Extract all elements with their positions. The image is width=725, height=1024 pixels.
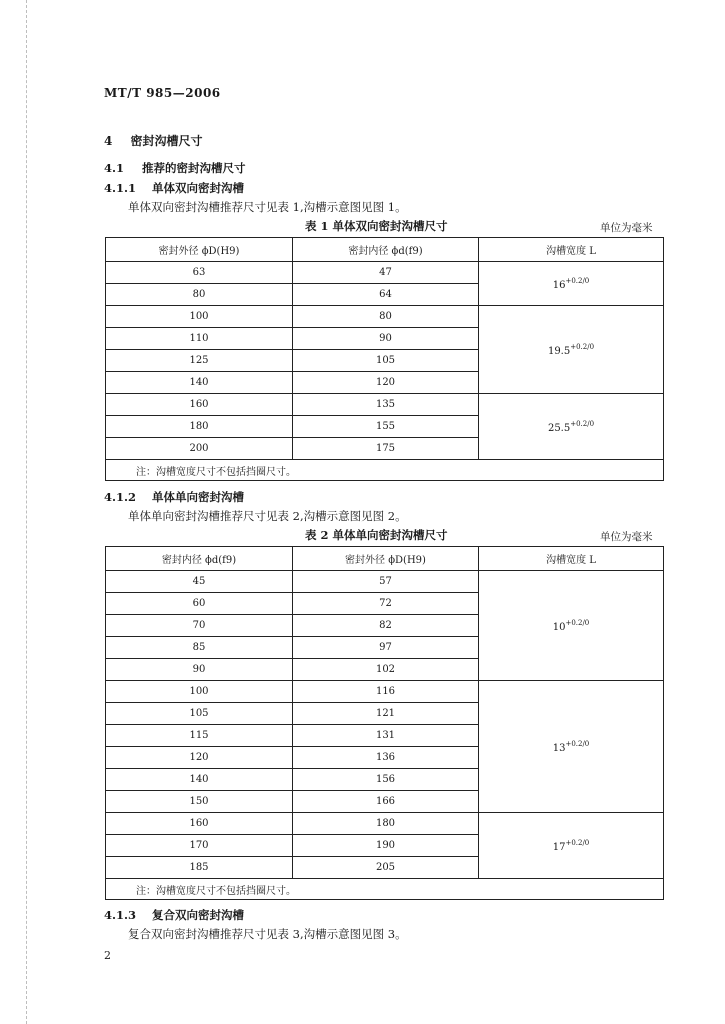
table-cell: 47	[293, 262, 479, 284]
table-row	[106, 306, 664, 328]
table-cell: 60	[106, 593, 293, 615]
width-value: 13	[552, 742, 566, 754]
table-cell: 100	[106, 681, 293, 703]
table-cell: 136	[293, 747, 479, 769]
table-cell: 57	[293, 571, 479, 593]
table-cell: 90	[293, 328, 479, 350]
table-cell: 135	[293, 394, 479, 416]
table-row	[106, 813, 664, 835]
table-cell: 45	[106, 571, 293, 593]
section-number: 4	[104, 134, 113, 148]
table-1-caption: 表 1 单体双向密封沟槽尺寸	[305, 219, 448, 233]
table-cell: 166	[293, 791, 479, 813]
section-4-1-2-paragraph: 单体单向密封沟槽推荐尺寸见表 2,沟槽示意图见图 2。	[128, 509, 407, 523]
table-cell: 140	[106, 769, 293, 791]
section-title: 单体双向密封沟槽	[152, 181, 245, 195]
section-4-1-1-paragraph: 单体双向密封沟槽推荐尺寸见表 1,沟槽示意图见图 1。	[128, 200, 407, 214]
section-number: 4.1.2	[104, 490, 137, 504]
section-title: 复合双向密封沟槽	[152, 908, 245, 922]
table-note-row	[106, 879, 664, 900]
width-tolerance: +0.2/0	[565, 276, 590, 285]
table-header-row	[106, 238, 664, 262]
table-cell: 70	[106, 615, 293, 637]
column-header: 密封内径 ϕd(f9)	[293, 238, 479, 262]
section-title: 推荐的密封沟槽尺寸	[142, 161, 246, 175]
column-header: 密封外径 ϕD(H9)	[106, 238, 293, 262]
table-header-row	[106, 547, 664, 571]
table-cell: 175	[293, 438, 479, 460]
table-cell: 190	[293, 835, 479, 857]
width-value: 17	[552, 841, 566, 853]
section-4-1-heading	[104, 160, 246, 176]
table-cell: 90	[106, 659, 293, 681]
table-note: 注：沟槽宽度尺寸不包括挡圈尺寸。	[106, 460, 664, 481]
standard-number: MT/T 985—2006	[104, 86, 221, 100]
table-cell: 120	[293, 372, 479, 394]
table-cell: 125	[106, 350, 293, 372]
section-title: 单体单向密封沟槽	[152, 490, 245, 504]
table-cell: 200	[106, 438, 293, 460]
table-cell: 72	[293, 593, 479, 615]
table-2	[105, 546, 664, 900]
table-row	[106, 681, 664, 703]
table-cell: 105	[293, 350, 479, 372]
table-cell: 110	[106, 328, 293, 350]
column-header: 沟槽宽度 L	[479, 547, 664, 571]
table-cell: 140	[106, 372, 293, 394]
table-cell: 85	[106, 637, 293, 659]
table-cell: 116	[293, 681, 479, 703]
groove-width-cell	[479, 681, 664, 813]
table-row	[106, 262, 664, 284]
table-row	[106, 571, 664, 593]
section-number: 4.1.1	[104, 181, 137, 195]
width-value: 19.5	[547, 345, 571, 357]
groove-width-cell	[479, 306, 664, 394]
scan-edge-line	[26, 0, 28, 1024]
table-row	[106, 394, 664, 416]
table-1-unit: 单位为毫米	[600, 222, 653, 234]
table-cell: 64	[293, 284, 479, 306]
table-cell: 63	[106, 262, 293, 284]
section-4-1-3-paragraph: 复合双向密封沟槽推荐尺寸见表 3,沟槽示意图见图 3。	[128, 927, 407, 941]
width-tolerance: +0.2/0	[570, 342, 595, 351]
table-note-row	[106, 460, 664, 481]
column-header: 密封外径 ϕD(H9)	[293, 547, 479, 571]
table-1	[105, 237, 664, 481]
section-4-1-1-heading	[104, 180, 244, 196]
table-cell: 160	[106, 813, 293, 835]
width-tolerance: +0.2/0	[565, 739, 590, 748]
section-4-1-3-heading	[104, 907, 244, 923]
table-cell: 80	[293, 306, 479, 328]
section-4-1-2-heading	[104, 489, 244, 505]
table-cell: 180	[293, 813, 479, 835]
table-cell: 121	[293, 703, 479, 725]
table-cell: 105	[106, 703, 293, 725]
table-cell: 155	[293, 416, 479, 438]
width-tolerance: +0.2/0	[565, 618, 590, 627]
groove-width-cell	[479, 571, 664, 681]
width-value: 16	[552, 279, 566, 291]
section-number: 4.1.3	[104, 908, 137, 922]
width-tolerance: +0.2/0	[570, 419, 595, 428]
table-cell: 170	[106, 835, 293, 857]
table-cell: 205	[293, 857, 479, 879]
table-cell: 131	[293, 725, 479, 747]
section-number: 4.1	[104, 161, 125, 175]
table-cell: 80	[106, 284, 293, 306]
groove-width-cell	[479, 262, 664, 306]
width-tolerance: +0.2/0	[565, 838, 590, 847]
table-cell: 185	[106, 857, 293, 879]
width-value: 25.5	[547, 422, 571, 434]
table-cell: 97	[293, 637, 479, 659]
table-note: 注：沟槽宽度尺寸不包括挡圈尺寸。	[106, 879, 664, 900]
groove-width-cell	[479, 394, 664, 460]
table-cell: 150	[106, 791, 293, 813]
section-4-heading	[104, 132, 203, 149]
table-cell: 102	[293, 659, 479, 681]
page-number: 2	[104, 949, 111, 962]
table-cell: 180	[106, 416, 293, 438]
table-2-unit: 单位为毫米	[600, 531, 653, 543]
groove-width-cell	[479, 813, 664, 879]
table-cell: 156	[293, 769, 479, 791]
table-2-caption: 表 2 单体单向密封沟槽尺寸	[305, 528, 448, 542]
column-header: 密封内径 ϕd(f9)	[106, 547, 293, 571]
table-cell: 115	[106, 725, 293, 747]
table-cell: 160	[106, 394, 293, 416]
table-cell: 120	[106, 747, 293, 769]
width-value: 10	[552, 621, 566, 633]
section-title: 密封沟槽尺寸	[130, 134, 203, 148]
table-cell: 100	[106, 306, 293, 328]
table-cell: 82	[293, 615, 479, 637]
column-header: 沟槽宽度 L	[479, 238, 664, 262]
